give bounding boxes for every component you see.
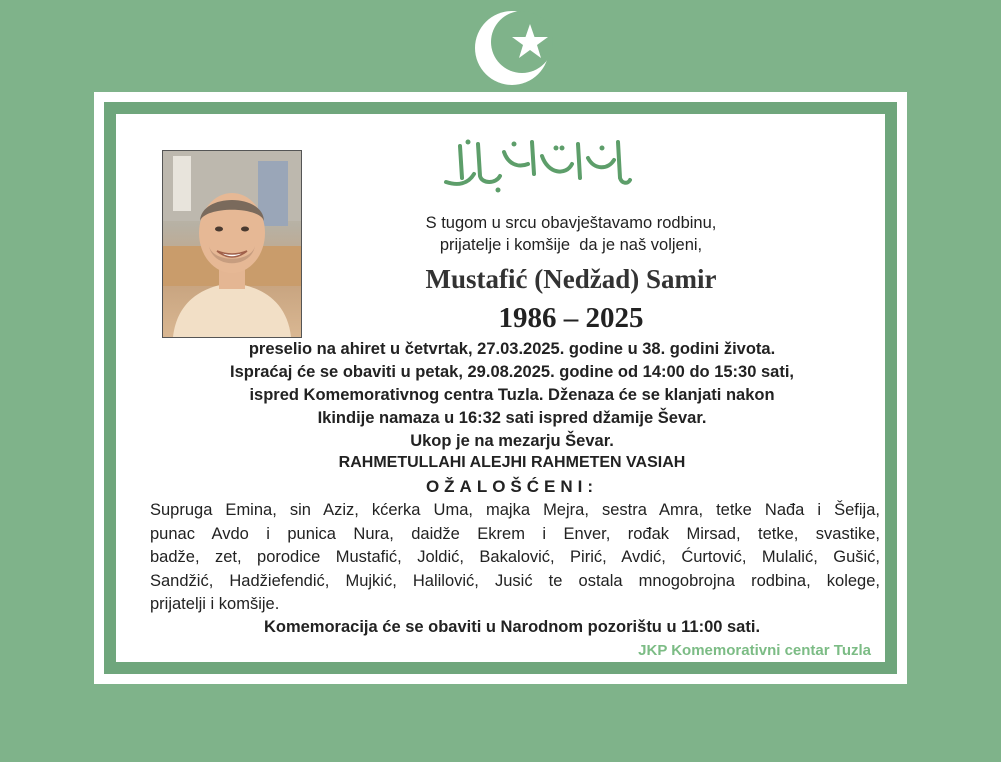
intro-text bbox=[306, 212, 836, 256]
announcement-line: Ispraćaj će se obaviti u petak, 29.08.2025. godine od 14:00 do 15:30 sati, bbox=[229, 363, 794, 381]
organization-name: JKP Komemorativni centar Tuzla bbox=[638, 642, 871, 659]
prayer-line: RAHMETULLAHI ALEJHI RAHMETEN VASIAH bbox=[338, 454, 686, 471]
mourners-list bbox=[150, 499, 880, 617]
announcement-line: Ikindije namaza u 16:32 sati ispred džamije Ševar. bbox=[317, 409, 707, 427]
crescent-star-icon bbox=[470, 6, 560, 90]
obituary-content bbox=[116, 114, 885, 662]
portrait-photo bbox=[162, 150, 302, 338]
mourners-line: badže, zet, porodice Mustafić, Joldić, Bakalović, Pirić, Avdić, Ćurtović, Mulalić, Gušić, bbox=[150, 548, 880, 566]
intro-line-1: S tugom u srcu obavještavamo rodbinu, bbox=[425, 214, 717, 232]
announcement-line: ispred Komemorativnog centra Tuzla. Dženaza će se klanjati nakon bbox=[249, 386, 775, 404]
mourners-line: punac Avdo i punica Nura, daidže Ekrem i Enver, rođak Mirsad, tetke, svastike, bbox=[150, 524, 880, 543]
announcement-text bbox=[136, 338, 888, 453]
announcement-line: preselio na ahiret u četvrtak, 27.03.2025. godine u 38. godini života. bbox=[248, 340, 776, 358]
deceased-name: Mustafić (Nedžad) Samir bbox=[425, 264, 717, 294]
deceased-years: 1986 – 2025 bbox=[498, 302, 644, 334]
arabic-calligraphy-irtihal-icon bbox=[438, 134, 634, 194]
mourners-line: prijatelji i komšije. bbox=[150, 595, 280, 613]
mourners-line: Supruga Emina, sin Aziz, kćerka Uma, majka Mejra, sestra Amra, tetke Nađa i Šefija, bbox=[150, 501, 880, 519]
intro-line-2: prijatelje i komšije da je naš voljeni, bbox=[439, 236, 703, 254]
announcement-line: Ukop je na mezarju Ševar. bbox=[410, 432, 614, 450]
mourners-line: Sandžić, Hadžiefendić, Mujkić, Halilović, Jusić te ostala mnogobrojna rodbina, kolege, bbox=[150, 571, 880, 590]
obituary-card bbox=[94, 92, 907, 684]
commemoration-notice: Komemoracija će se obaviti u Narodnom pozorištu u 11:00 sati. bbox=[263, 618, 761, 636]
mourners-heading: OŽALOŠĆENI: bbox=[425, 477, 599, 496]
green-frame bbox=[104, 102, 897, 674]
